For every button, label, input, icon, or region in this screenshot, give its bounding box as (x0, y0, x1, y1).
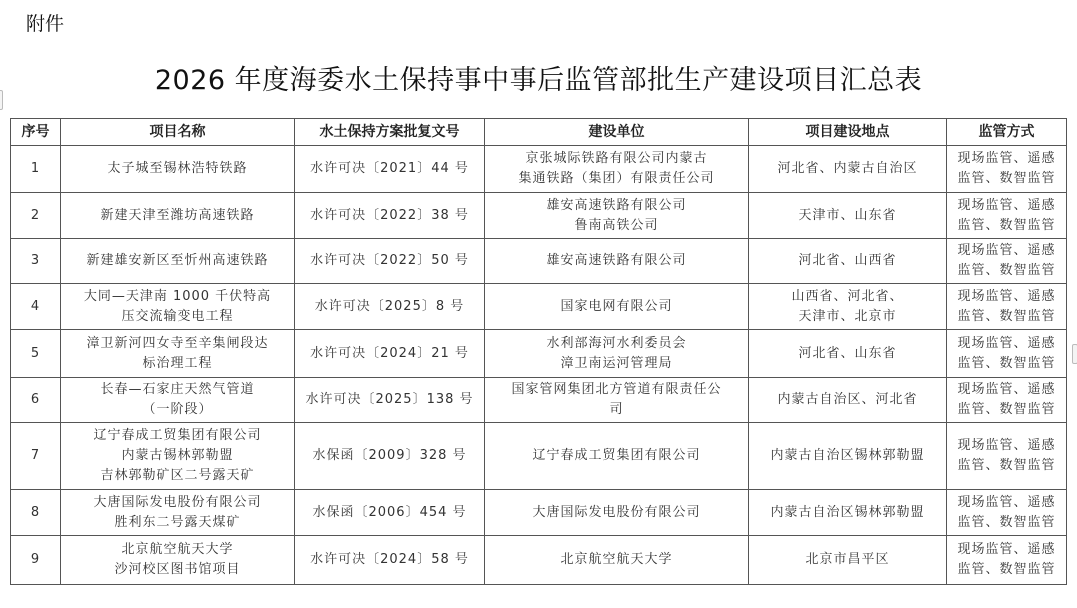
cell-approval-number: 水许可决〔2024〕58 号 (295, 536, 485, 585)
cell-location-line: 天津市、北京市 (798, 308, 897, 324)
cell-construction-unit (485, 146, 749, 193)
cell-construction-unit (485, 490, 749, 536)
cell-construction-unit-line: 辽宁春成工贸集团有限公司 (532, 448, 701, 463)
cell-no: 4 (11, 284, 61, 330)
cell-supervision-method-line: 监管、数智监管 (957, 458, 1056, 473)
cell-construction-unit-line: 集通铁路（集团）有限责任公司 (518, 171, 715, 186)
cell-location (749, 284, 947, 330)
right-edge-handle (1072, 344, 1077, 364)
cell-supervision-method-line: 现场监管、遥感 (957, 438, 1056, 453)
cell-supervision-method-line: 监管、数智监管 (957, 402, 1056, 417)
cell-construction-unit-line: 国家电网有限公司 (560, 298, 673, 314)
cell-approval-number: 水保函〔2006〕454 号 (295, 490, 485, 536)
attachment-label: 附件 (26, 13, 65, 35)
cell-approval-number: 水许可决〔2021〕44 号 (295, 146, 485, 193)
cell-project-name-line: 新建雄安新区至忻州高速铁路 (86, 253, 269, 268)
cell-project-name-line: 沙河校区图书馆项目 (114, 562, 241, 577)
cell-location (749, 536, 947, 585)
cell-construction-unit-line: 大唐国际发电股份有限公司 (532, 504, 701, 520)
cell-supervision-method-line: 现场监管、遥感 (957, 335, 1056, 351)
table-row (11, 330, 1067, 378)
cell-approval-number: 水许可决〔2025〕8 号 (295, 284, 485, 330)
cell-approval-number: 水许可决〔2025〕138 号 (295, 378, 485, 423)
cell-project-name (61, 423, 295, 490)
header-approval-number: 水土保持方案批复文号 (295, 119, 485, 146)
cell-supervision-method-line: 现场监管、遥感 (957, 288, 1056, 304)
cell-location-line: 河北省、内蒙古自治区 (777, 161, 918, 176)
cell-location (749, 239, 947, 284)
cell-construction-unit (485, 330, 749, 378)
cell-supervision-method-line: 现场监管、遥感 (957, 197, 1056, 213)
cell-location-line: 天津市、山东省 (798, 207, 897, 223)
cell-no: 5 (11, 330, 61, 378)
cell-construction-unit-line: 北京航空航天大学 (560, 552, 673, 567)
cell-no: 6 (11, 378, 61, 423)
cell-supervision-method-line: 监管、数智监管 (957, 308, 1056, 324)
cell-construction-unit (485, 378, 749, 423)
cell-project-name-line: 北京航空航天大学 (121, 542, 234, 557)
cell-project-name-line: 胜利东二号露天煤矿 (114, 514, 241, 530)
cell-location-line: 山西省、河北省、 (791, 288, 904, 304)
cell-construction-unit-line: 漳卫南运河管理局 (560, 355, 673, 371)
cell-supervision-method (947, 490, 1067, 536)
cell-construction-unit-line: 司 (609, 402, 624, 417)
cell-project-name-line: （一阶段） (142, 402, 213, 417)
cell-supervision-method (947, 284, 1067, 330)
cell-project-name-line: 标治理工程 (142, 355, 213, 371)
cell-location (749, 423, 947, 490)
cell-no: 9 (11, 536, 61, 585)
cell-project-name-line: 长春—石家庄天然气管道 (100, 382, 255, 397)
cell-project-name (61, 146, 295, 193)
cell-location (749, 146, 947, 193)
cell-no: 3 (11, 239, 61, 284)
cell-location-line: 河北省、山西省 (798, 253, 897, 268)
cell-supervision-method-line: 监管、数智监管 (957, 171, 1056, 186)
cell-supervision-method (947, 330, 1067, 378)
cell-project-name-line: 辽宁春成工贸集团有限公司 (93, 428, 262, 443)
document-title: 2026 年度海委水土保持事中事后监管部批生产建设项目汇总表 (154, 65, 923, 96)
cell-construction-unit-line: 鲁南高铁公司 (574, 217, 659, 233)
cell-project-name-line: 吉林郭勒矿区二号露天矿 (100, 468, 255, 483)
cell-project-name-line: 新建天津至潍坊高速铁路 (100, 207, 255, 223)
cell-supervision-method-line: 监管、数智监管 (957, 217, 1056, 233)
cell-location-line: 内蒙古自治区锡林郭勒盟 (770, 448, 925, 463)
cell-supervision-method-line: 现场监管、遥感 (957, 151, 1056, 166)
header-location: 项目建设地点 (749, 119, 947, 146)
cell-construction-unit-line: 水利部海河水利委员会 (546, 335, 687, 351)
cell-location (749, 490, 947, 536)
table-row (11, 239, 1067, 284)
cell-project-name (61, 536, 295, 585)
cell-approval-number: 水保函〔2009〕328 号 (295, 423, 485, 490)
header-project-name: 项目名称 (61, 119, 295, 146)
cell-construction-unit (485, 284, 749, 330)
cell-supervision-method (947, 378, 1067, 423)
cell-location-line: 北京市昌平区 (805, 552, 890, 567)
cell-supervision-method (947, 239, 1067, 284)
cell-project-name-line: 压交流输变电工程 (121, 308, 234, 324)
cell-supervision-method-line: 现场监管、遥感 (957, 542, 1056, 557)
project-summary-table (10, 118, 1067, 585)
cell-location (749, 193, 947, 239)
cell-location-line: 内蒙古自治区、河北省 (777, 392, 918, 407)
table-row (11, 536, 1067, 585)
cell-location-line: 内蒙古自治区锡林郭勒盟 (770, 504, 925, 520)
cell-no: 1 (11, 146, 61, 193)
cell-supervision-method-line: 监管、数智监管 (957, 562, 1056, 577)
cell-location-line: 河北省、山东省 (798, 345, 897, 361)
cell-project-name-line: 内蒙古锡林郭勒盟 (121, 448, 234, 463)
cell-construction-unit (485, 193, 749, 239)
table-row (11, 378, 1067, 423)
cell-supervision-method (947, 193, 1067, 239)
cell-location (749, 330, 947, 378)
cell-construction-unit (485, 239, 749, 284)
cell-project-name (61, 378, 295, 423)
cell-construction-unit-line: 雄安高速铁路有限公司 (546, 253, 687, 268)
cell-project-name (61, 330, 295, 378)
cell-project-name (61, 490, 295, 536)
cell-location (749, 378, 947, 423)
cell-project-name-line: 太子城至锡林浩特铁路 (107, 161, 248, 176)
cell-supervision-method-line: 监管、数智监管 (957, 514, 1056, 530)
cell-supervision-method-line: 监管、数智监管 (957, 263, 1056, 278)
cell-no: 8 (11, 490, 61, 536)
cell-construction-unit (485, 423, 749, 490)
cell-no: 2 (11, 193, 61, 239)
table-row (11, 423, 1067, 490)
cell-no: 7 (11, 423, 61, 490)
cell-supervision-method-line: 现场监管、遥感 (957, 494, 1056, 510)
cell-approval-number: 水许可决〔2022〕50 号 (295, 239, 485, 284)
cell-supervision-method-line: 监管、数智监管 (957, 355, 1056, 371)
cell-supervision-method (947, 536, 1067, 585)
header-supervision-method: 监管方式 (947, 119, 1067, 146)
table-header-row (11, 119, 1067, 146)
cell-project-name-line: 大唐国际发电股份有限公司 (93, 494, 262, 510)
cell-supervision-method-line: 现场监管、遥感 (957, 243, 1056, 258)
cell-supervision-method (947, 423, 1067, 490)
cell-supervision-method-line: 现场监管、遥感 (957, 382, 1056, 397)
cell-project-name-line: 大同—天津南 1000 千伏特高 (83, 288, 272, 304)
cell-project-name (61, 193, 295, 239)
cell-construction-unit-line: 国家管网集团北方管道有限责任公 (511, 382, 722, 397)
cell-project-name (61, 284, 295, 330)
table-row (11, 490, 1067, 536)
table-row (11, 193, 1067, 239)
cell-construction-unit (485, 536, 749, 585)
cell-project-name (61, 239, 295, 284)
header-construction-unit: 建设单位 (485, 119, 749, 146)
header-no: 序号 (11, 119, 61, 146)
cell-construction-unit-line: 雄安高速铁路有限公司 (546, 197, 687, 213)
cell-approval-number: 水许可决〔2024〕21 号 (295, 330, 485, 378)
cell-approval-number: 水许可决〔2022〕38 号 (295, 193, 485, 239)
table-row (11, 284, 1067, 330)
left-edge-handle (0, 90, 3, 110)
cell-project-name-line: 漳卫新河四女寺至辛集闸段达 (86, 335, 269, 351)
table-row (11, 146, 1067, 193)
cell-construction-unit-line: 京张城际铁路有限公司内蒙古 (525, 151, 708, 166)
cell-supervision-method (947, 146, 1067, 193)
